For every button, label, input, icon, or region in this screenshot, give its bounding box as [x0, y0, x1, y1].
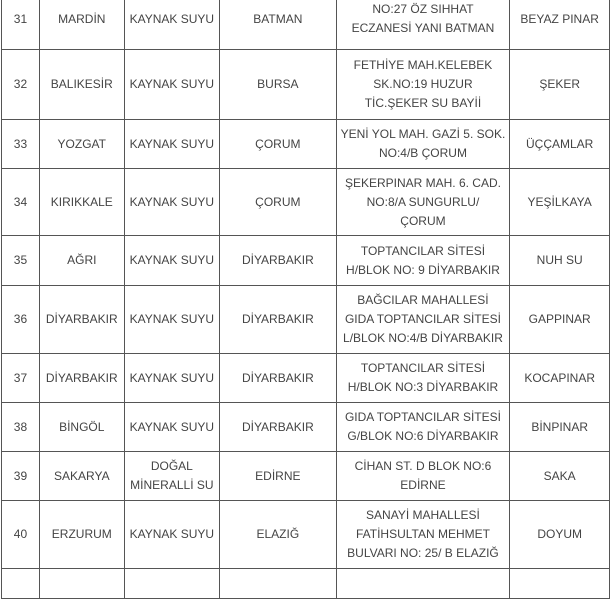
table-row — [2, 50, 610, 120]
table-row — [2, 286, 610, 354]
city-cell — [220, 569, 337, 599]
address-cell — [336, 569, 510, 599]
brand-cell: ÜÇÇAMLAR — [510, 120, 610, 169]
address-line: YENİ YOL MAH. GAZİ 5. SOK. — [340, 127, 506, 141]
address-line: TOPTANCILAR SİTESİ — [360, 361, 486, 375]
address-line: FATİHSULTAN MEHMET — [355, 527, 490, 541]
province-cell: KIRIKKALE — [39, 169, 124, 236]
province-cell: BİNGÖL — [39, 403, 124, 452]
address-cell — [336, 452, 510, 501]
water-type-cell: KAYNAK SUYU — [124, 501, 219, 569]
table-row — [2, 236, 610, 286]
city-cell: DİYARBAKIR — [220, 286, 337, 354]
brand-cell: GAPPINAR — [510, 286, 610, 354]
brand-cell: BİNPINAR — [510, 403, 610, 452]
brand-cell: KOCAPINAR — [510, 354, 610, 403]
address-line: BAĞCILAR MAHALLESİ — [357, 293, 489, 307]
table-row — [2, 403, 610, 452]
province-cell: AĞRI — [39, 236, 124, 286]
address-cell — [336, 286, 510, 354]
city-cell: ELAZIĞ — [220, 501, 337, 569]
province-cell: MARDİN — [39, 0, 124, 50]
table-row — [2, 120, 610, 169]
address-line: H/BLOK NO:3 DİYARBAKIR — [347, 380, 499, 394]
province-cell: SAKARYA — [39, 452, 124, 501]
city-cell: BATMAN — [220, 0, 337, 50]
address-line: G/BLOK NO:6 DİYARBAKIR — [347, 429, 499, 443]
water-type-cell: KAYNAK SUYU — [124, 50, 219, 120]
water-type-cell: KAYNAK SUYU — [124, 120, 219, 169]
address-line: GIDA TOPTANCILAR SİTESİ — [344, 312, 501, 326]
water-type-cell: KAYNAK SUYU — [124, 0, 219, 50]
address-cell — [336, 236, 510, 286]
address-line: FETHİYE MAH.KELEBEK — [353, 58, 493, 72]
city-cell: ÇORUM — [220, 169, 337, 236]
row-number: 31 — [2, 0, 40, 50]
city-cell: DİYARBAKIR — [220, 354, 337, 403]
brand-cell: SAKA — [510, 452, 610, 501]
row-number: 32 — [2, 50, 40, 120]
city-cell: BURSA — [220, 50, 337, 120]
province-cell: BALIKESİR — [39, 50, 124, 120]
row-number: 34 — [2, 169, 40, 236]
address-line: TİC.ŞEKER SU BAYİİ — [364, 96, 482, 110]
address-line: L/BLOK NO:4/B DİYARBAKIR — [343, 331, 503, 345]
city-cell: EDİRNE — [220, 452, 337, 501]
address-cell — [336, 169, 510, 236]
water-type-cell — [124, 569, 219, 599]
address-line: NO:4/B ÇORUM — [378, 146, 467, 160]
address-cell — [336, 501, 510, 569]
address-line: NO:27 ÖZ SIHHAT — [372, 2, 474, 16]
address-line: SK.NO:19 HUZUR — [373, 77, 473, 91]
water-brands-table — [1, 0, 610, 599]
city-cell: ÇORUM — [220, 120, 337, 169]
row-number — [2, 569, 40, 599]
province-cell: DİYARBAKIR — [39, 354, 124, 403]
brand-cell — [510, 569, 610, 599]
address-line: GIDA TOPTANCILAR SİTESİ — [344, 410, 501, 424]
row-number: 39 — [2, 452, 40, 501]
brand-cell: ŞEKER — [510, 50, 610, 120]
address-line: BULVARI NO: 25/ B ELAZIĞ — [347, 546, 499, 560]
row-number: 36 — [2, 286, 40, 354]
table-row — [2, 354, 610, 403]
table-row — [2, 0, 610, 50]
table-row — [2, 501, 610, 569]
address-line: EDİRNE — [400, 478, 446, 492]
row-number: 35 — [2, 236, 40, 286]
city-cell: DİYARBAKIR — [220, 403, 337, 452]
province-cell: ERZURUM — [39, 501, 124, 569]
address-line: ECZANESİ YANI BATMAN — [351, 21, 495, 35]
province-cell — [39, 569, 124, 599]
province-cell: DİYARBAKIR — [39, 286, 124, 354]
address-cell — [336, 0, 510, 50]
table-row — [2, 569, 610, 599]
address-line: ŞEKERPINAR MAH. 6. CAD. — [344, 175, 501, 190]
address-line: ÇORUM — [400, 213, 446, 228]
row-number: 37 — [2, 354, 40, 403]
water-type-cell: KAYNAK SUYU — [124, 236, 219, 286]
water-type-cell: DOĞAL MİNERALLİ SU — [124, 452, 219, 501]
province-cell: YOZGAT — [39, 120, 124, 169]
brand-cell: NUH SU — [510, 236, 610, 286]
water-type-cell: KAYNAK SUYU — [124, 403, 219, 452]
water-type-cell: KAYNAK SUYU — [124, 354, 219, 403]
row-number: 38 — [2, 403, 40, 452]
brand-cell: DOYUM — [510, 501, 610, 569]
row-number: 40 — [2, 501, 40, 569]
row-number: 33 — [2, 120, 40, 169]
brand-cell: BEYAZ PINAR — [510, 0, 610, 50]
table-row — [2, 169, 610, 236]
address-line: H/BLOK NO: 9 DİYARBAKIR — [346, 262, 500, 277]
address-cell — [336, 120, 510, 169]
address-line: TOPTANCILAR SİTESİ — [360, 243, 486, 258]
address-cell — [336, 50, 510, 120]
address-cell — [336, 403, 510, 452]
table-row — [2, 452, 610, 501]
address-cell — [336, 354, 510, 403]
address-line: NO:8/A SUNGURLU/ — [366, 194, 480, 209]
water-type-cell: KAYNAK SUYU — [124, 286, 219, 354]
address-line: CİHAN ST. D BLOK NO:6 — [354, 459, 492, 473]
address-line: SANAYİ MAHALLESİ — [366, 508, 480, 522]
brand-cell: YEŞİLKAYA — [510, 169, 610, 236]
water-type-cell: KAYNAK SUYU — [124, 169, 219, 236]
city-cell: DİYARBAKIR — [220, 236, 337, 286]
